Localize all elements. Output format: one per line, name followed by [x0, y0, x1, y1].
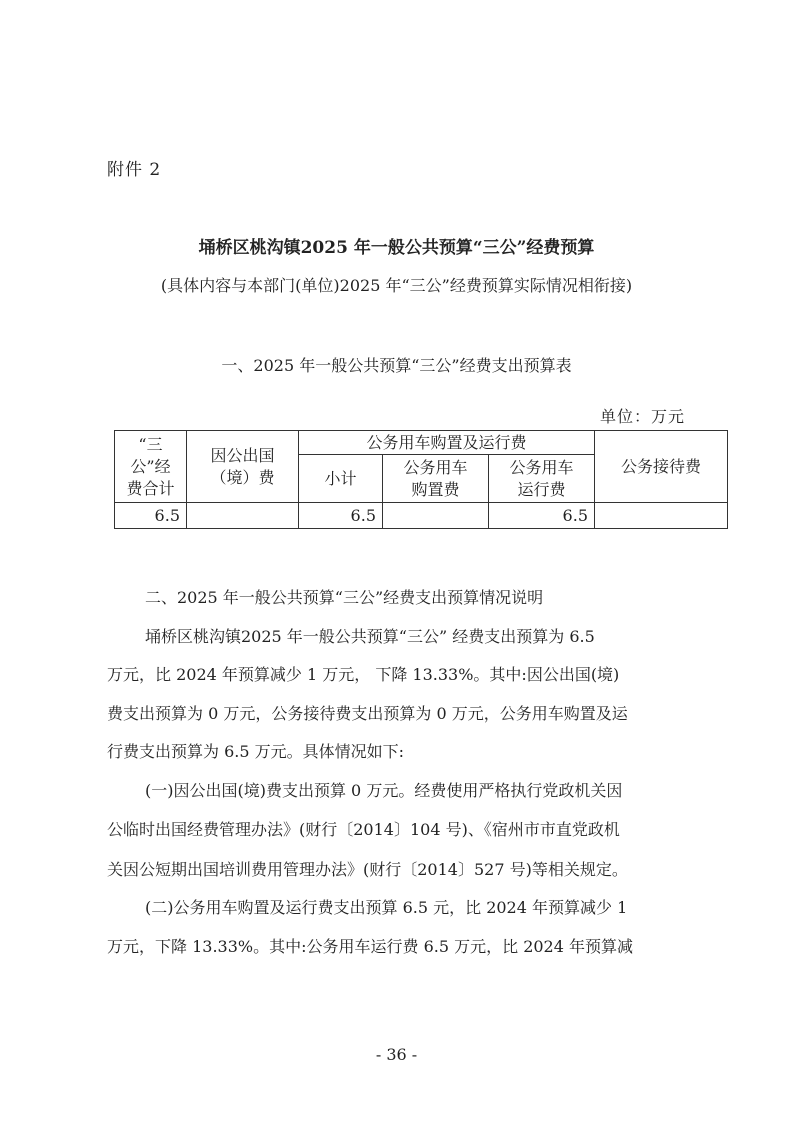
header-reception: 公务接待费 [595, 431, 728, 503]
paragraph-line: 公临时出国经费管理办法》(财行〔2014〕104 号)、《宿州市市直党政机 [107, 820, 620, 839]
cell-reception [595, 503, 728, 529]
attachment-label: 附件 2 [107, 160, 162, 180]
header-purchase-line: 公务用车 [403, 457, 468, 477]
paragraph-line: 行费支出预算为 6.5 万元。具体情况如下: [107, 742, 405, 761]
budget-table [114, 430, 728, 529]
header-subtotal: 小计 [299, 455, 383, 503]
document-subtitle: (具体内容与本部门(单位)2025 年“三公”经费预算实际情况相衔接) [160, 276, 633, 295]
cell-total: 6.5 [115, 503, 187, 529]
cell-operation: 6.5 [489, 503, 595, 529]
paragraph-line: (二)公务用车购置及运行费支出预算 6.5 元，比 2024 年预算减少 1 [145, 898, 628, 917]
document-title: 埇桥区桃沟镇2025 年一般公共预算“三公”经费预算 [198, 238, 595, 258]
paragraph-line: 埇桥区桃沟镇2025 年一般公共预算“三公” 经费支出预算为 6.5 [145, 627, 595, 646]
paragraph-line: 万元，下降 13.33%。其中:公务用车运行费 6.5 万元，比 2024 年预算减 [107, 937, 633, 956]
header-vehicle-group: 公务用车购置及运行费 [299, 431, 595, 455]
cell-purchase [383, 503, 489, 529]
header-abroad-line: 因公出国 [210, 445, 275, 465]
paragraph-line: 费支出预算为 0 万元，公务接待费支出预算为 0 万元，公务用车购置及运 [107, 704, 628, 723]
paragraph-line: (一)因公出国(境)费支出预算 0 万元。经费使用严格执行党政机关因 [145, 781, 623, 800]
unit-label: 单位：万元 [600, 407, 686, 426]
header-purchase [383, 455, 489, 503]
section2-heading: 二、2025 年一般公共预算“三公”经费支出预算情况说明 [145, 588, 544, 607]
header-purchase-line: 购置费 [411, 479, 460, 499]
header-operation [489, 455, 595, 503]
cell-subtotal: 6.5 [299, 503, 383, 529]
header-operation-line: 公务用车 [509, 457, 574, 477]
paragraph-line: 万元，比 2024 年预算减少 1 万元， 下降 13.33%。其中:因公出国(境) [107, 665, 620, 684]
header-total-line: 费合计 [126, 478, 175, 498]
header-total-line: 公”经 [130, 456, 171, 476]
header-total-line: “三 [138, 434, 163, 454]
page-number: - 36 - [375, 1045, 418, 1064]
header-abroad [187, 431, 299, 503]
cell-abroad [187, 503, 299, 529]
header-abroad-line: （境）费 [210, 467, 275, 487]
section1-heading: 一、2025 年一般公共预算“三公”经费支出预算表 [221, 356, 572, 375]
header-operation-line: 运行费 [517, 479, 566, 499]
header-total [115, 431, 187, 503]
paragraph-line: 关因公短期出国培训费用管理办法》(财行〔2014〕527 号)等相关规定。 [107, 860, 628, 879]
